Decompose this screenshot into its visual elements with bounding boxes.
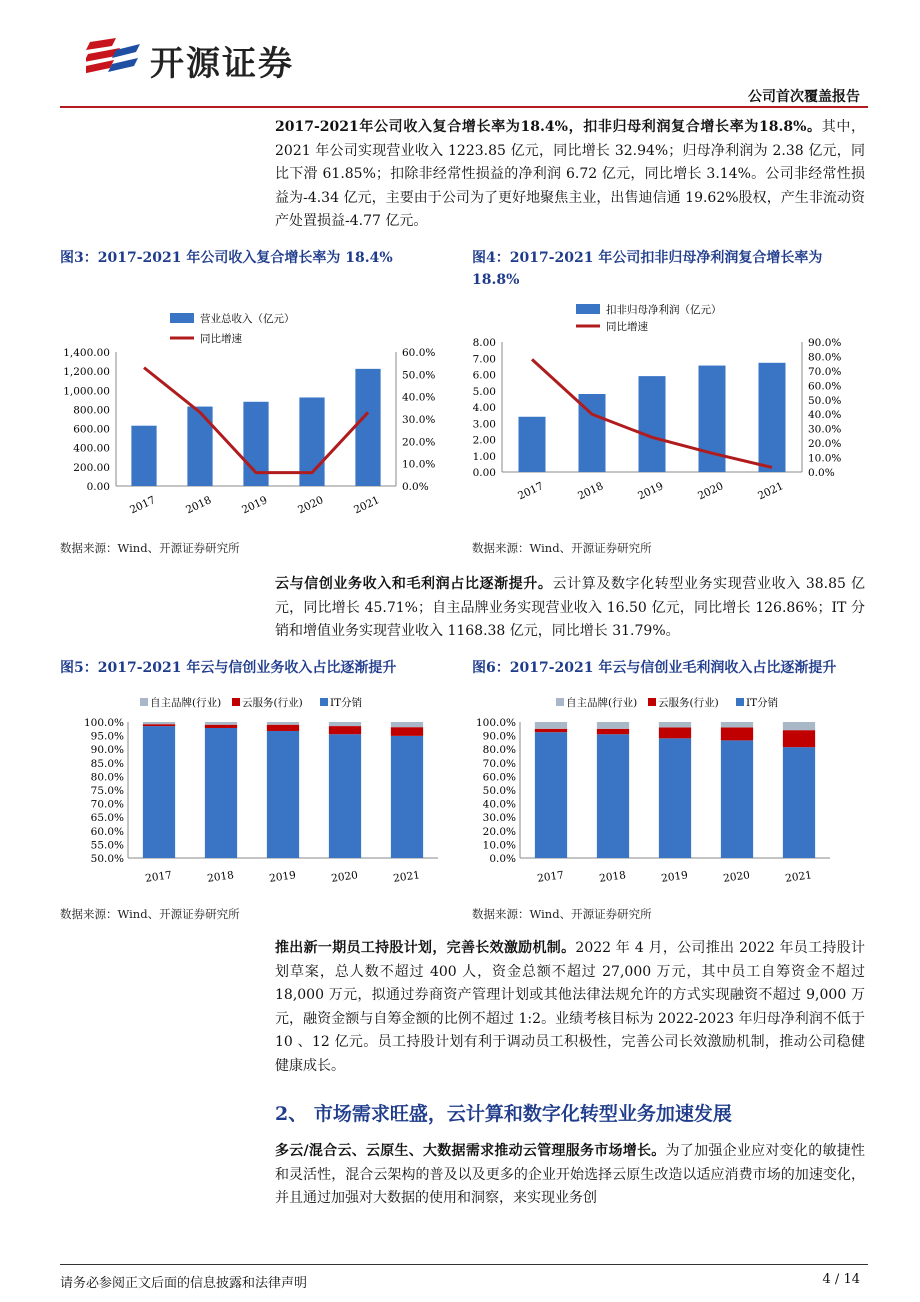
bar-segment-it-distribution	[721, 740, 753, 858]
y-tick-label-left: 4.00	[472, 402, 496, 414]
paragraph-esop	[275, 937, 865, 1078]
paragraph-cloud-business	[275, 573, 865, 644]
figure-4-chart	[472, 296, 868, 530]
bar-segment-cloud-service	[597, 729, 629, 734]
bar-segment-own-brand	[659, 722, 691, 727]
y-tick-label-right: 40.0%	[402, 391, 436, 404]
y-tick-label: 60.0%	[90, 825, 124, 838]
figure-4-source: 数据来源：Wind、开源证券研究所	[472, 541, 652, 555]
y-tick-label: 30.0%	[482, 812, 516, 825]
figure-5-title: 图5：2017-2021 年云与信创业务收入占比逐渐提升	[60, 660, 397, 676]
legend-label-line: 同比增速	[200, 333, 242, 345]
y-tick-label-left: 800.00	[73, 404, 110, 417]
y-tick-label: 70.0%	[482, 757, 516, 770]
y-tick-label: 40.0%	[482, 798, 516, 811]
y-tick-label-right: 0.0%	[402, 481, 429, 493]
y-tick-label-right: 30.0%	[808, 423, 842, 436]
y-tick-label-right: 20.0%	[808, 438, 842, 451]
bar-segment-cloud-service	[535, 729, 567, 732]
legend-swatch-own-brand	[140, 698, 148, 706]
y-tick-label-left: 1,000.00	[63, 385, 110, 398]
legend-swatch-bar	[576, 304, 600, 314]
page-number: 4 / 14	[822, 1272, 860, 1287]
legend-label-bar: 扣非归母净利润（亿元）	[606, 304, 722, 316]
x-tick-label: 2018	[184, 494, 214, 517]
y-tick-label: 0.0%	[489, 853, 516, 865]
y-tick-label-right: 30.0%	[402, 414, 436, 426]
legend-swatch-cloud	[648, 698, 656, 706]
y-tick-label-left: 1,400.00	[63, 347, 110, 359]
header-divider	[60, 106, 868, 108]
y-tick-label-right: 60.0%	[402, 347, 436, 359]
paragraph-body: 其中，2021 年公司实现营业收入 1223.85 亿元，同比增长 32.94%；归母净利润为 2.38 亿元，同比下滑 61.85%；扣除非经常性损益的净利润 6.72 亿元，同比增长 3.14%。公司非经常性损益为-4.34 亿元，主要由于公司为了更好地聚焦主业，出售迪信通 19.62%股权，产生非流动资产处置损益-4.77 亿元。	[275, 119, 865, 229]
y-tick-label-left: 6.00	[472, 369, 496, 382]
bar-segment-cloud-service	[391, 727, 423, 736]
bar-segment-own-brand	[267, 722, 299, 725]
paragraph-lead: 云与信创业务收入和毛利润占比逐渐提升。	[275, 576, 553, 592]
x-tick-label: 2018	[598, 869, 627, 885]
bar	[355, 369, 380, 486]
bar-segment-it-distribution	[597, 734, 629, 858]
figure-3-title: 图3：2017-2021 年公司收入复合增长率为 18.4%	[60, 250, 393, 266]
bar-segment-it-distribution	[329, 734, 361, 858]
bar-segment-own-brand	[721, 722, 753, 727]
x-tick-label: 2017	[536, 869, 565, 885]
x-tick-label: 2019	[268, 869, 297, 885]
fig3-legend	[170, 312, 295, 345]
y-tick-label: 85.0%	[90, 757, 124, 770]
figure-4-title: 图4：2017-2021 年公司扣非归母净利润复合增长率为 18.8%	[472, 250, 823, 288]
y-tick-label: 55.0%	[90, 839, 124, 852]
footer-disclaimer: 请务必参阅正文后面的信息披露和法律声明	[60, 1276, 308, 1291]
bar-segment-cloud-service	[205, 725, 237, 728]
legend-swatch-bar	[170, 313, 194, 323]
legend-label-cloud: 云服务(行业)	[242, 697, 303, 709]
y-tick-label-left: 1,200.00	[63, 366, 110, 379]
legend-label-own-brand: 自主品牌(行业)	[566, 697, 638, 709]
x-tick-label: 2019	[636, 480, 666, 503]
y-tick-label-left: 200.00	[73, 461, 110, 474]
figure-6-source: 数据来源：Wind、开源证券研究所	[472, 907, 652, 921]
x-tick-label: 2020	[722, 869, 751, 885]
paragraph-lead: 2017-2021年公司收入复合增长率为18.4%，扣非归母利润复合增长率为18.8%。	[275, 119, 822, 135]
y-tick-label: 70.0%	[90, 798, 124, 811]
y-tick-label: 100.0%	[475, 717, 516, 729]
bar-segment-it-distribution	[267, 731, 299, 858]
y-tick-label: 95.0%	[90, 730, 124, 743]
bar-segment-cloud-service	[143, 724, 175, 726]
legend-swatch-cloud	[232, 698, 240, 706]
paragraph-lead: 推出新一期员工持股计划，完善长效激励机制。	[275, 940, 576, 956]
x-tick-label: 2018	[206, 869, 235, 885]
x-tick-label: 2021	[784, 869, 813, 885]
bar-segment-it-distribution	[783, 747, 815, 858]
x-tick-label: 2020	[696, 480, 726, 503]
y-tick-label-left: 7.00	[472, 353, 496, 366]
legend-label-cloud: 云服务(行业)	[658, 697, 719, 709]
x-tick-label: 2019	[240, 494, 270, 517]
bar-segment-own-brand	[535, 722, 567, 729]
x-tick-label: 2019	[660, 869, 689, 885]
bar-segment-cloud-service	[329, 726, 361, 734]
bar	[519, 417, 546, 472]
x-tick-label: 2021	[756, 480, 786, 503]
fig6-legend	[556, 696, 778, 709]
paragraph-body: 2022 年 4 月，公司推出 2022 年员工持股计划草案，总人数不超过 400 人，资金总额不超过 27,000 万元，其中员工自筹资金不超过 18,000 万元，拟通过券商资产管理计划或其他法律法规允许的方式实现融资不超过 9,000 万元，融资金额与自筹金额的比例不超过 1:2。业绩考核目标为 2022-2023 年归母净利润不低于 10 、12 亿元。员工持股计划有利于调动员工积极性，完善公司长效激励机制，推动公司稳健健康成长。	[275, 940, 866, 1074]
legend-label-own-brand: 自主品牌(行业)	[150, 697, 222, 709]
brand-name: 开源证券	[150, 44, 294, 84]
y-tick-label-right: 20.0%	[402, 436, 436, 449]
y-tick-label-right: 50.0%	[402, 369, 436, 382]
legend-swatch-it	[736, 698, 744, 706]
bar-segment-cloud-service	[721, 727, 753, 740]
y-tick-label: 50.0%	[482, 785, 516, 797]
bar-segment-it-distribution	[205, 728, 237, 858]
bar	[639, 376, 666, 472]
bar-segment-it-distribution	[391, 736, 423, 858]
bar	[131, 426, 156, 486]
bar-segment-it-distribution	[659, 738, 691, 858]
y-tick-label-left: 5.00	[472, 385, 496, 398]
y-tick-label-left: 0.00	[472, 467, 496, 479]
bar-segment-own-brand	[205, 722, 237, 725]
paragraph-revenue	[275, 116, 865, 234]
bar-segment-own-brand	[329, 722, 361, 726]
y-tick-label: 100.0%	[83, 717, 124, 729]
figure-5-chart	[60, 690, 460, 895]
legend-label-it: IT分销	[746, 697, 779, 709]
figure-6-chart	[472, 690, 868, 895]
y-tick-label-right: 0.0%	[808, 467, 835, 479]
y-tick-label-right: 60.0%	[808, 380, 842, 393]
y-tick-label-left: 1.00	[472, 450, 496, 463]
y-tick-label: 20.0%	[482, 825, 516, 838]
y-tick-label-right: 70.0%	[808, 365, 842, 378]
y-tick-label-left: 2.00	[472, 434, 496, 447]
y-tick-label: 80.0%	[482, 744, 516, 757]
x-tick-label: 2017	[144, 869, 173, 885]
paragraph-lead: 多云/混合云、云原生、大数据需求推动云管理服务市场增长。	[275, 1143, 666, 1159]
y-tick-label-right: 90.0%	[808, 337, 842, 349]
bar-segment-own-brand	[143, 722, 175, 724]
x-tick-label: 2020	[330, 869, 359, 885]
legend-swatch-own-brand	[556, 698, 564, 706]
bar-segment-it-distribution	[535, 732, 567, 858]
report-type: 公司首次覆盖报告	[748, 89, 860, 105]
bar-segment-it-distribution	[143, 726, 175, 858]
x-tick-label: 2017	[128, 494, 158, 517]
y-tick-label: 50.0%	[90, 853, 124, 865]
bar-segment-cloud-service	[267, 725, 299, 731]
x-tick-label: 2020	[296, 494, 326, 517]
paragraph-body: 云计算及数字化转型业务实现营业收入 38.85 亿元，同比增长 45.71%；自主品牌业务实现营业收入 16.50 亿元，同比增长 126.86%；IT 分销和增值业务实现营业收入 1168.38 亿元，同比增长 31.79%。	[275, 576, 866, 639]
legend-label-it: IT分销	[330, 697, 363, 709]
legend-label-line: 同比增速	[606, 321, 648, 333]
y-tick-label: 60.0%	[482, 771, 516, 784]
legend-label-bar: 营业总收入（亿元）	[200, 313, 295, 325]
paragraph-body: 为了加强企业应对变化的敏捷性和灵活性，混合云架构的普及以及更多的企业开始选择云原生改造以适应消费市场的加速变化，并且通过加强对大数据的使用和洞察，来实现业务创	[275, 1143, 865, 1206]
y-tick-label: 75.0%	[90, 785, 124, 797]
y-tick-label: 80.0%	[90, 771, 124, 784]
x-tick-label: 2018	[576, 480, 606, 503]
y-tick-label-left: 400.00	[73, 442, 110, 455]
section-2-title: 2、 市场需求旺盛，云计算和数字化转型业务加速发展	[275, 1103, 732, 1125]
x-tick-label: 2021	[392, 869, 421, 885]
figure-6-title: 图6：2017-2021 年云与信创业毛利润收入占比逐渐提升	[472, 660, 837, 676]
y-tick-label-left: 0.00	[86, 481, 110, 493]
y-tick-label-right: 50.0%	[808, 394, 842, 407]
bar-segment-cloud-service	[783, 730, 815, 747]
y-tick-label-left: 3.00	[472, 418, 496, 431]
y-tick-label: 65.0%	[90, 812, 124, 825]
bar-segment-cloud-service	[659, 727, 691, 738]
bar	[187, 407, 212, 486]
figure-3-source: 数据来源：Wind、开源证券研究所	[60, 541, 240, 555]
y-tick-label-left: 8.00	[472, 337, 496, 349]
x-tick-label: 2021	[352, 494, 382, 517]
figure-3-chart	[60, 300, 460, 530]
y-tick-label-right: 10.0%	[402, 458, 436, 471]
paragraph-cloud-market	[275, 1140, 865, 1211]
bar-segment-own-brand	[783, 722, 815, 730]
figure-5-source: 数据来源：Wind、开源证券研究所	[60, 907, 240, 921]
fig5-legend	[140, 696, 362, 709]
brand-logo-icon	[86, 36, 142, 80]
footer-divider	[60, 1264, 868, 1265]
y-tick-label: 10.0%	[482, 839, 516, 852]
y-tick-label: 90.0%	[482, 730, 516, 743]
legend-swatch-it	[320, 698, 328, 706]
fig4-legend	[576, 303, 722, 333]
x-tick-label: 2017	[516, 480, 546, 503]
y-tick-label-right: 10.0%	[808, 452, 842, 465]
y-tick-label-right: 80.0%	[808, 351, 842, 364]
bar	[759, 363, 786, 472]
bar-segment-own-brand	[391, 722, 423, 727]
y-tick-label: 90.0%	[90, 744, 124, 757]
bar-segment-own-brand	[597, 722, 629, 729]
y-tick-label-right: 40.0%	[808, 409, 842, 422]
y-tick-label-left: 600.00	[73, 423, 110, 436]
